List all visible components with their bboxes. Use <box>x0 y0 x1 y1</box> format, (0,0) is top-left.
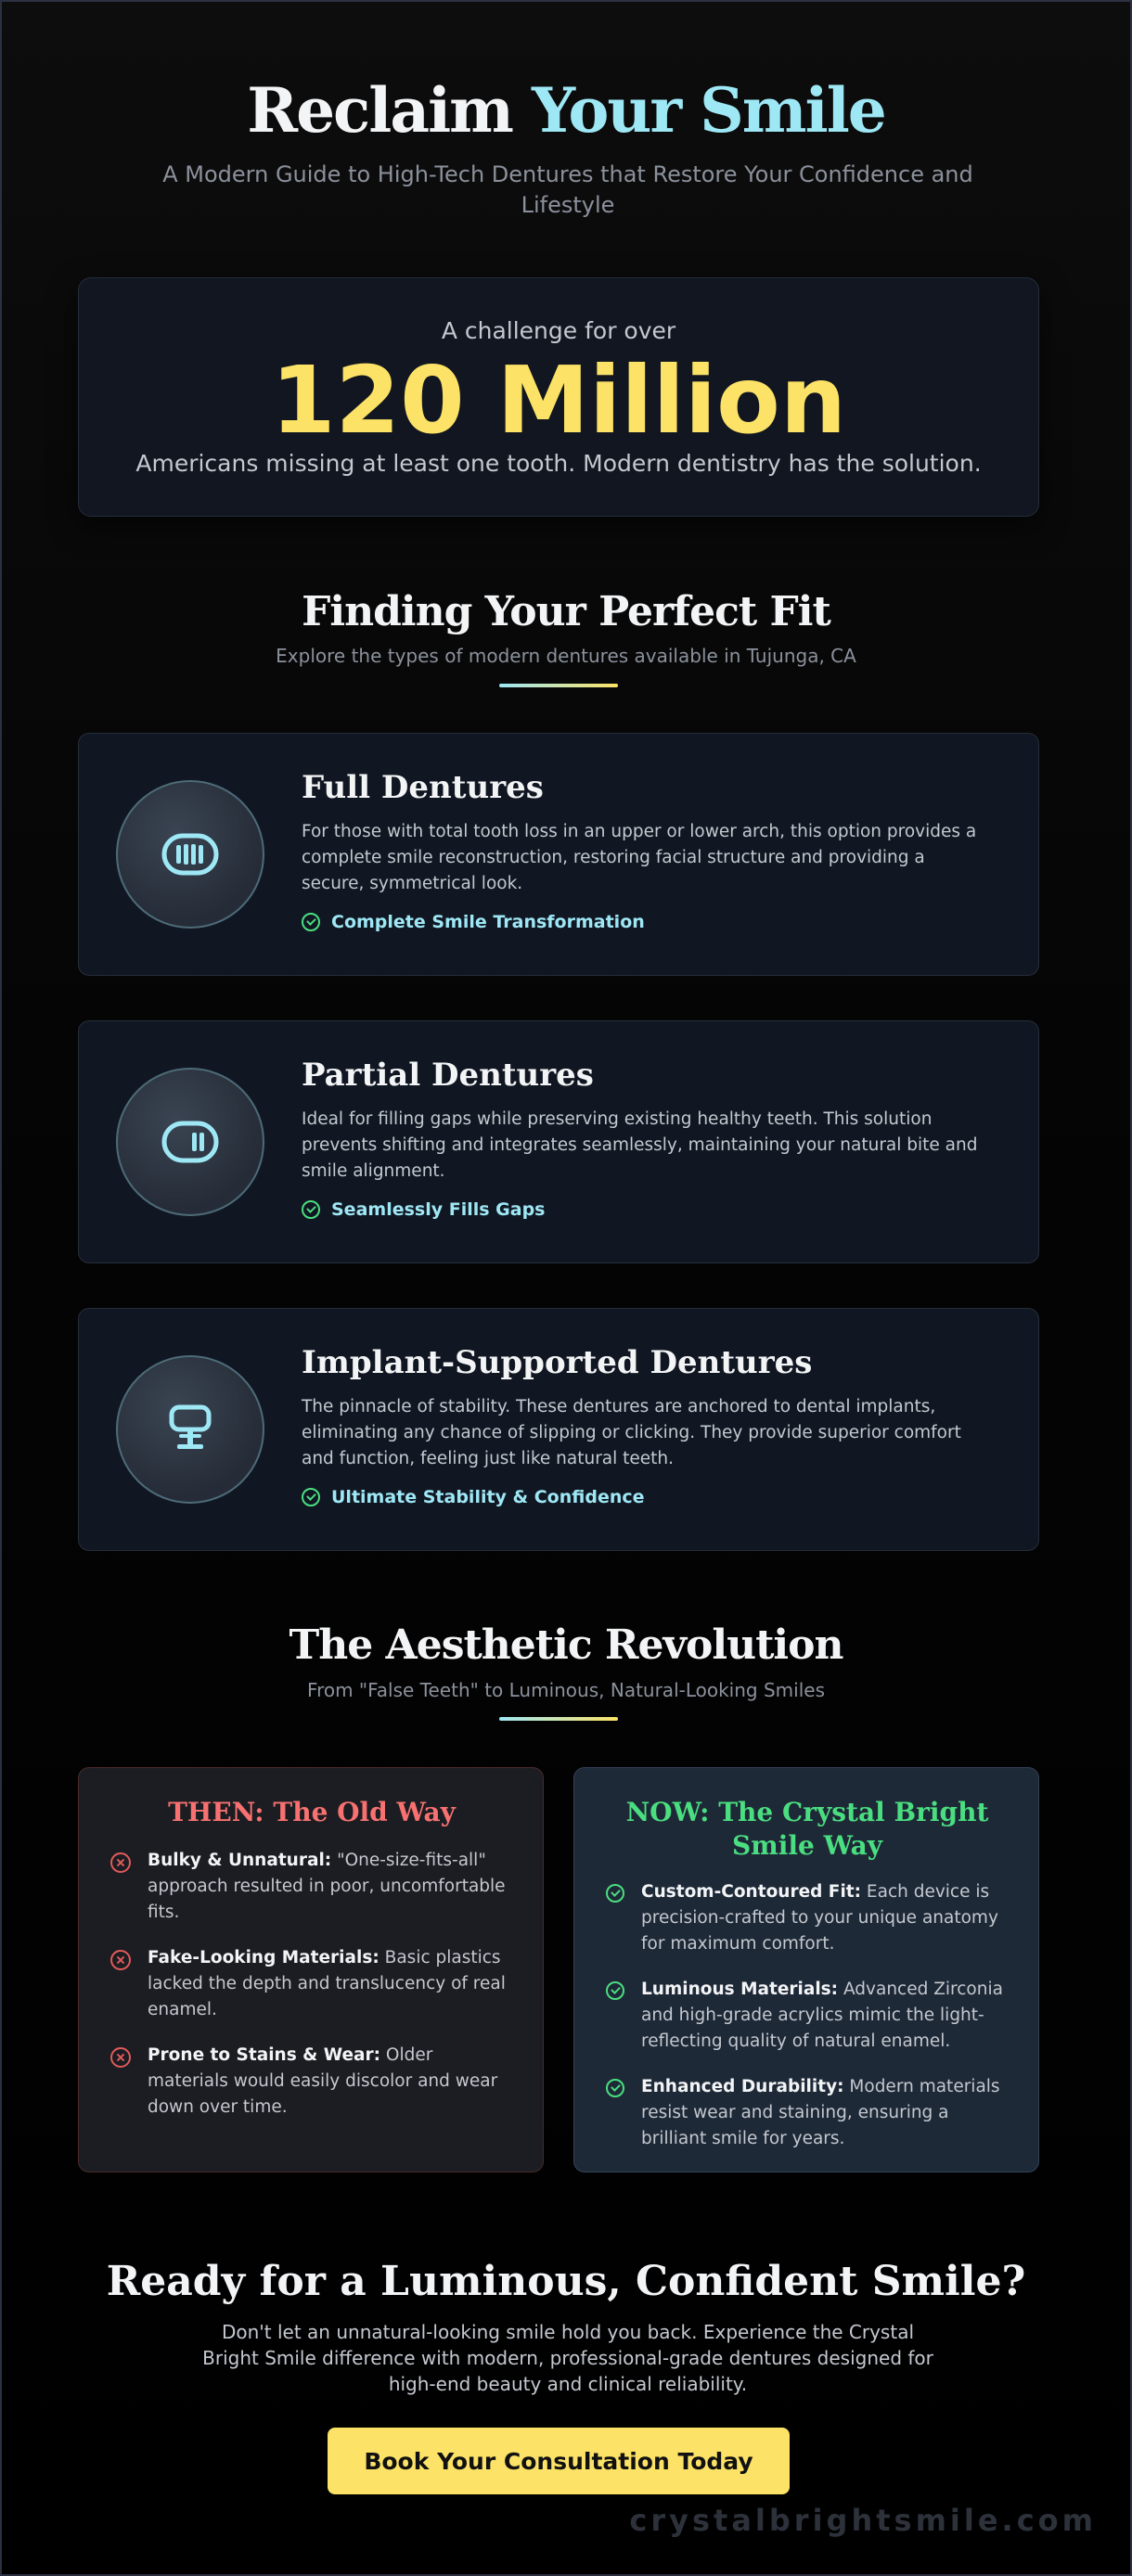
list-item-text <box>641 1879 1014 1957</box>
type-badge <box>302 1487 645 1507</box>
then-title: THEN: The Old Way <box>168 1797 456 1827</box>
list-item-text <box>148 2043 519 2121</box>
type-description: For those with total tooth loss in an upper or lower arch, this option provides a complete smile reconstruction, restoring facial structure and providing a secure, symmetrical look. <box>302 822 977 893</box>
list-item-body: Advanced Zirconia and high-grade acrylics mimic the light-reflecting quality of natural enamel. <box>641 1980 1003 2051</box>
list-item-label: Bulky & Unnatural: <box>148 1851 332 1870</box>
list-item <box>110 2043 519 2121</box>
now-list <box>606 1879 1014 2172</box>
check-circle-icon <box>606 1981 624 2000</box>
fit-section-subtitle: Explore the types of modern dentures available in Tujunga, CA <box>276 645 856 667</box>
x-circle-icon <box>110 1950 131 1970</box>
check-circle-icon <box>606 2079 624 2097</box>
list-item <box>110 1848 519 1926</box>
aesthetic-section-title: The Aesthetic Revolution <box>289 1621 843 1669</box>
section-divider <box>499 684 618 687</box>
type-card-full-dentures <box>78 733 1039 976</box>
list-item-label: Custom-Contoured Fit: <box>641 1882 862 1902</box>
list-item-text <box>641 2074 1014 2152</box>
list-item <box>110 1945 519 2023</box>
type-badge <box>302 1199 546 1220</box>
type-title: Implant-Supported Dentures <box>302 1344 813 1381</box>
type-badge-label: Seamlessly Fills Gaps <box>331 1199 546 1220</box>
cta-text: Don't let an unnatural-looking smile hold you back. Experience the Crystal Bright Smile difference with modern, professional-grade dentures designed for high-end beauty and clinical reliability. <box>202 2321 933 2395</box>
book-consultation-button[interactable]: Book Your Consultation Today <box>328 2428 790 2494</box>
list-item-text <box>148 1945 519 2023</box>
cta-title: Ready for a Luminous, Confident Smile? <box>106 2258 1026 2305</box>
list-item <box>606 1977 1014 2055</box>
then-card <box>78 1767 544 2172</box>
type-badge-label: Complete Smile Transformation <box>331 912 645 932</box>
list-item-label: Luminous Materials: <box>641 1980 839 1999</box>
hero-subtitle: A Modern Guide to High-Tech Dentures that Restore Your Confidence and Lifestyle <box>162 161 973 218</box>
stat-number: 120 Million <box>270 346 847 455</box>
hero-title-main: Reclaim <box>247 74 512 147</box>
list-item <box>606 1879 1014 1957</box>
type-description: Ideal for filling gaps while preserving existing healthy teeth. This solution prevents shifting and integrates seamlessly, maintaining your natural bite and smile alignment. <box>302 1109 978 1181</box>
now-card <box>573 1767 1039 2172</box>
list-item-body: Basic plastics lacked the depth and translucency of real enamel. <box>148 1948 506 2019</box>
x-circle-icon <box>110 1852 131 1873</box>
stat-intro: A challenge for over <box>441 317 676 344</box>
type-card-implant-dentures <box>78 1308 1039 1551</box>
footer-domain: crystalbrightsmile.com <box>629 2503 1097 2538</box>
list-item <box>606 2074 1014 2152</box>
check-circle-icon <box>606 1884 624 1903</box>
type-badge-label: Ultimate Stability & Confidence <box>331 1487 645 1507</box>
list-item-text <box>148 1848 519 1926</box>
stat-caption: Americans missing at least one tooth. Modern dentistry has the solution. <box>135 450 982 477</box>
list-item-label: Fake-Looking Materials: <box>148 1948 379 1967</box>
aesthetic-section-subtitle: From "False Teeth" to Luminous, Natural-Looking Smiles <box>307 1679 825 1701</box>
hero-title-accent: Your Smile <box>531 74 885 147</box>
check-circle-icon <box>302 1488 320 1506</box>
section-divider <box>499 1717 618 1721</box>
list-item-body: Each device is precision-crafted to your unique anatomy for maximum comfort. <box>641 1882 998 1954</box>
type-title: Full Dentures <box>302 769 544 806</box>
list-item-body: Older materials would easily discolor and wear down over time. <box>148 2045 498 2117</box>
implant-icon <box>116 1355 264 1504</box>
type-badge <box>302 912 645 932</box>
then-list <box>110 1848 519 2140</box>
list-item-body: Modern materials resist wear and staining, ensuring a brilliant smile for years. <box>641 2077 1000 2148</box>
now-title: NOW: The Crystal Bright Smile Way <box>625 1797 989 1861</box>
list-item-body: "One-size-fits-all" approach resulted in poor, uncomfortable fits. <box>148 1851 506 1922</box>
list-item-text <box>641 1977 1014 2055</box>
full-denture-icon <box>116 780 264 929</box>
check-circle-icon <box>302 913 320 931</box>
type-title: Partial Dentures <box>302 1057 594 1094</box>
partial-denture-icon <box>116 1068 264 1216</box>
fit-section-title: Finding Your Perfect Fit <box>302 588 830 635</box>
x-circle-icon <box>110 2047 131 2068</box>
list-item-label: Enhanced Durability: <box>641 2077 844 2096</box>
stat-card <box>78 277 1039 517</box>
type-description: The pinnacle of stability. These dentures are anchored to dental implants, eliminating any chance of slipping or clicking. They provide superior comfort and function, feeling just like natural teeth. <box>302 1397 961 1468</box>
hero-title <box>2 74 1130 147</box>
check-circle-icon <box>302 1200 320 1219</box>
type-card-partial-dentures <box>78 1020 1039 1263</box>
list-item-label: Prone to Stains & Wear: <box>148 2045 381 2065</box>
